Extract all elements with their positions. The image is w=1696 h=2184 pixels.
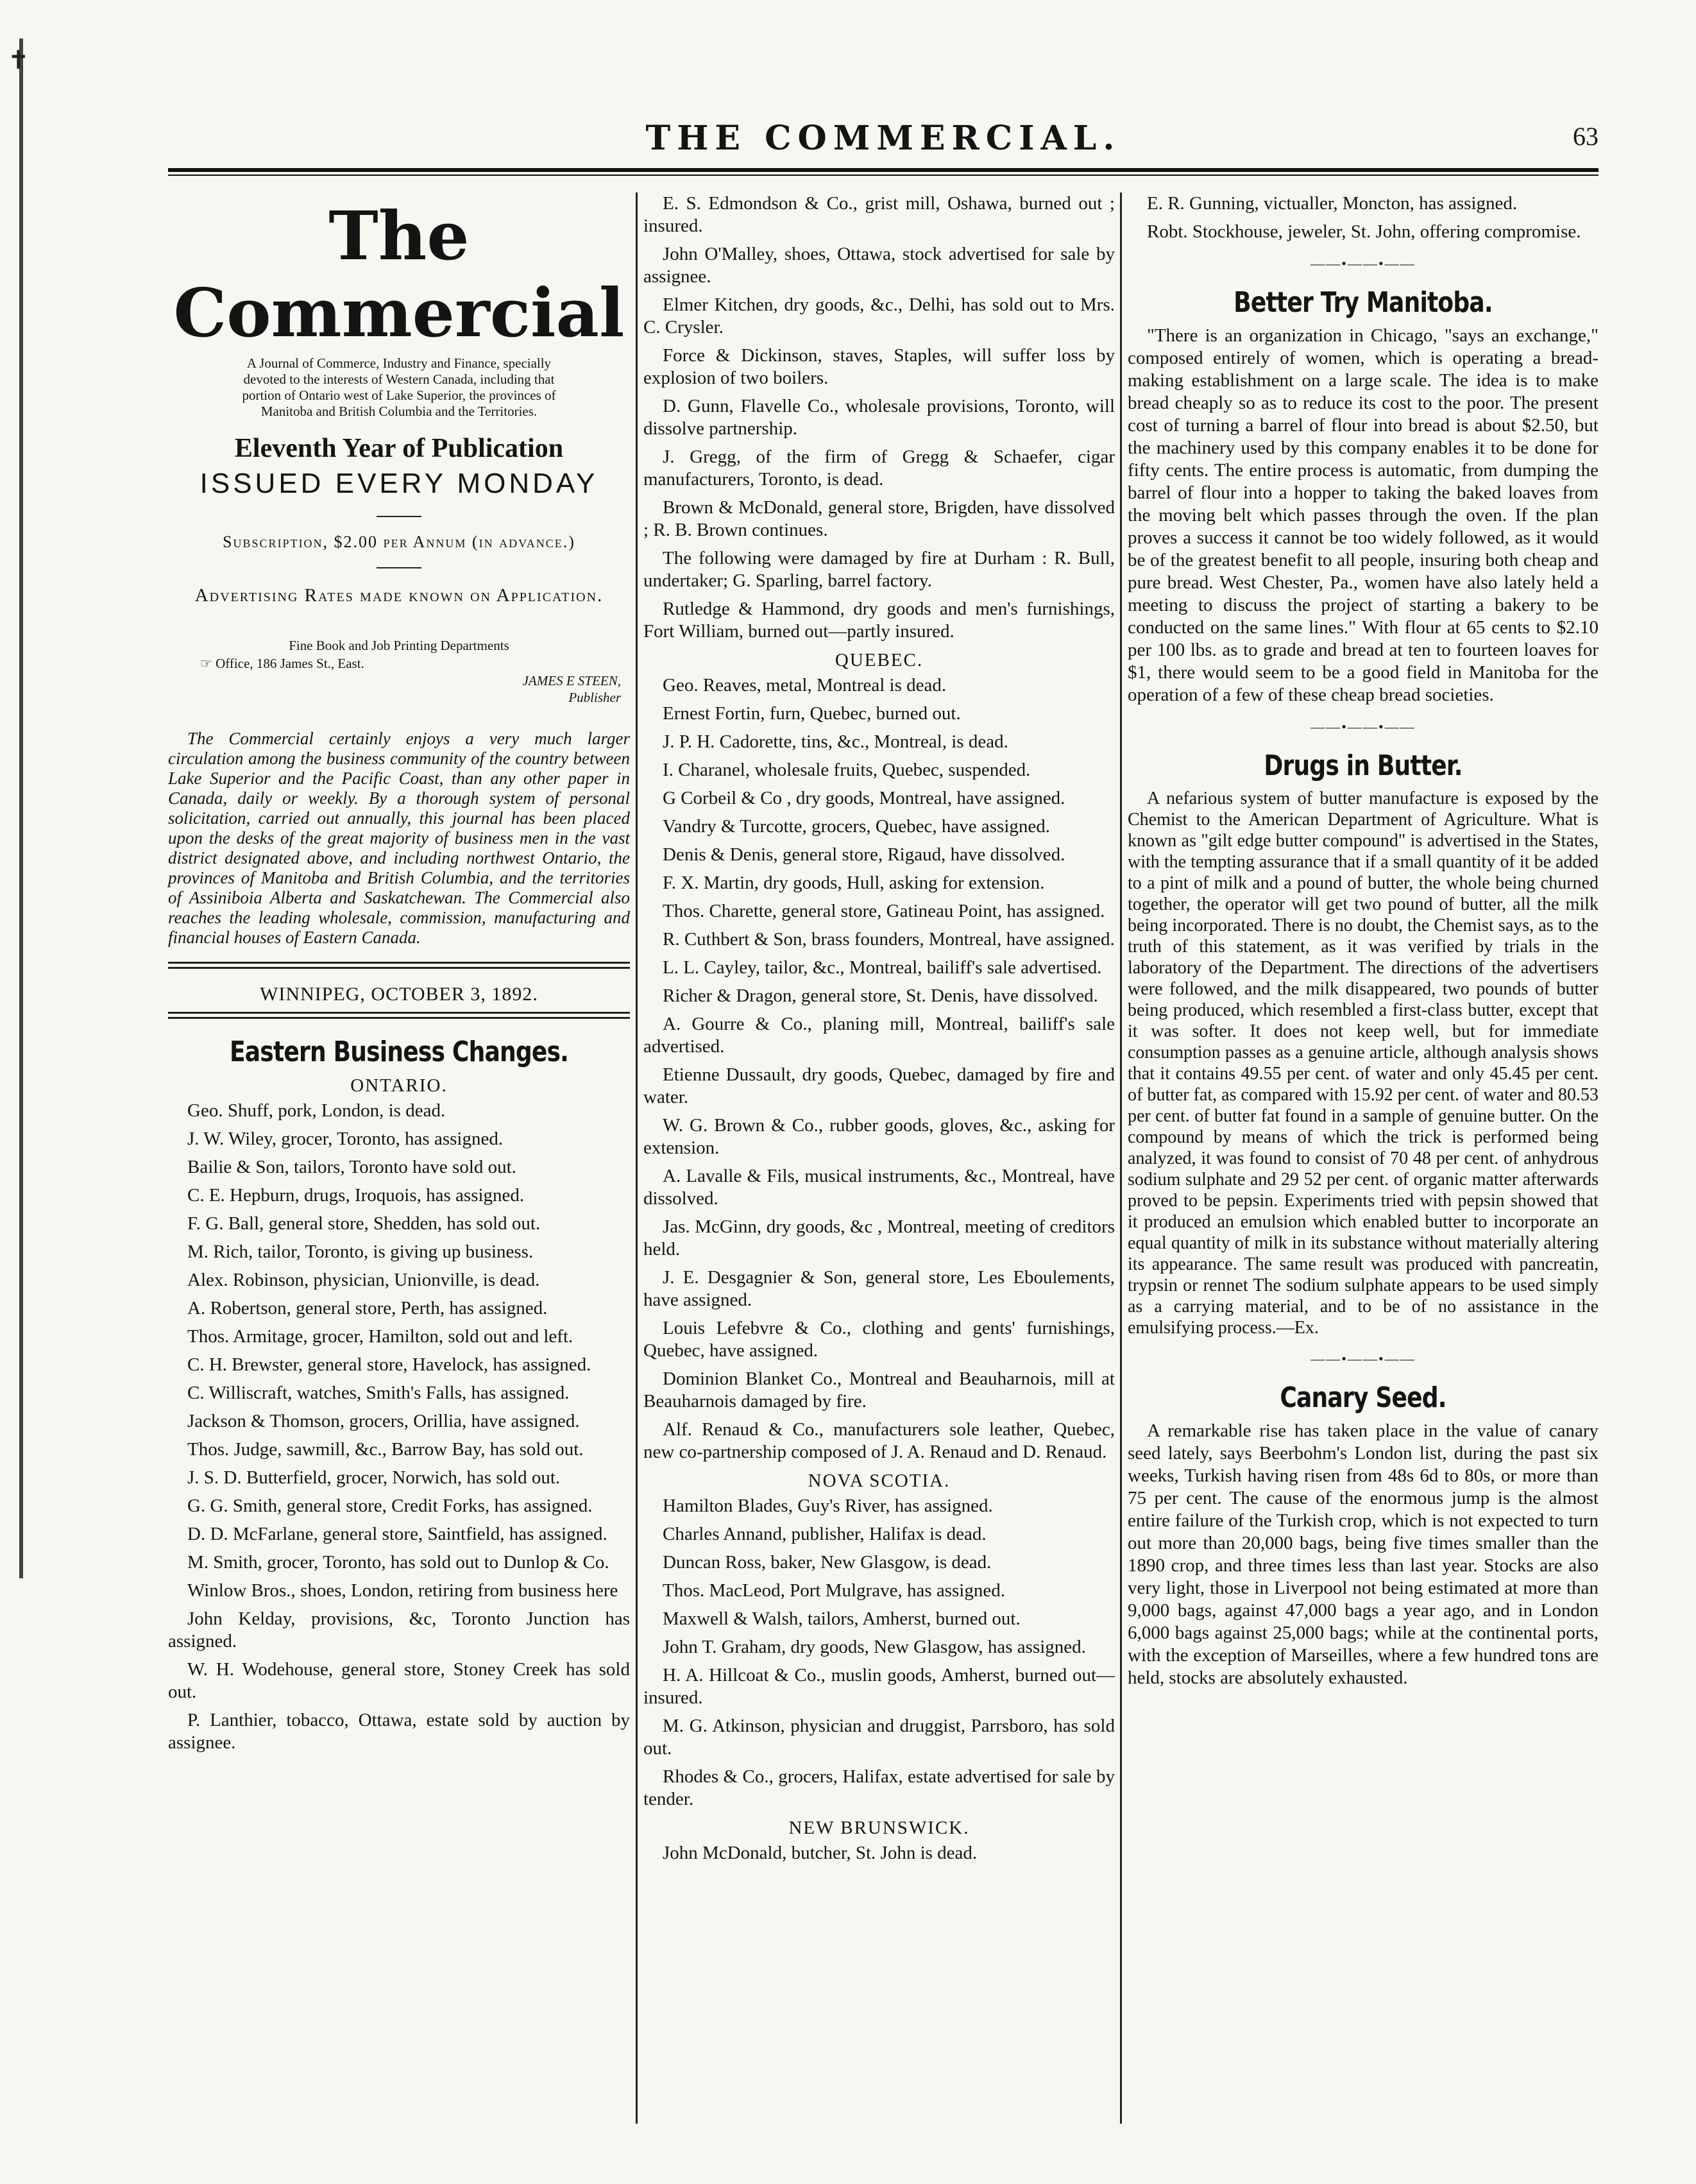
business-notice: Alf. Renaud & Co., manufacturers sole leather, Quebec, new co-partnership composed of J. A. Renaud and D. Renaud. bbox=[643, 1419, 1115, 1462]
province-label-ontario: ONTARIO. bbox=[350, 1075, 448, 1096]
business-notice: J. P. H. Cadorette, tins, &c., Montreal, is dead. bbox=[663, 731, 1008, 752]
business-notice: Rutledge & Hammond, dry goods and men's furnishings, Fort William, burned out—partly insured. bbox=[643, 599, 1115, 642]
business-notice: L. L. Cayley, tailor, &c., Montreal, bailiff's sale advertised. bbox=[663, 957, 1102, 978]
business-notice: Thos. MacLeod, Port Mulgrave, has assigned. bbox=[663, 1580, 1005, 1601]
nova-scotia-list bbox=[643, 1495, 1115, 1811]
business-notice: P. Lanthier, tobacco, Ottawa, estate sold by auction by assignee. bbox=[168, 1710, 630, 1753]
business-notice: J. W. Wiley, grocer, Toronto, has assigned. bbox=[187, 1129, 504, 1149]
business-notice: Force & Dickinson, staves, Staples, will suffer loss by explosion of two boilers. bbox=[643, 345, 1115, 388]
business-notice: Elmer Kitchen, dry goods, &c., Delhi, has sold out to Mrs. C. Crysler. bbox=[643, 294, 1115, 337]
business-notice: W. H. Wodehouse, general store, Stoney Creek has sold out. bbox=[168, 1659, 630, 1702]
business-notice: Charles Annand, publisher, Halifax is dead. bbox=[663, 1524, 987, 1544]
divider bbox=[377, 567, 421, 568]
circulation-promo: The Commercial certainly enjoys a very much larger circulation among the business community of the country between Lake Superior and the Pacific Coast, than any other paper in Canada, daily or weekly. By a thorough system of personal solicitation, carried out annually, this journal has been placed upon the desks of the great majority of business men in the vast district designated above, and including northwest Ontario, the provinces of Manitoba and British Columbia, and the territories of Assiniboia Alberta and Saskatchewan. The Commercial also reaches the leading wholesale, commission, manufacturing and financial houses of Eastern Canada. bbox=[168, 729, 630, 947]
business-notice: Duncan Ross, baker, New Glasgow, is dead. bbox=[663, 1552, 992, 1573]
business-notice: A. Gourre & Co., planing mill, Montreal, bailiff's sale advertised. bbox=[643, 1014, 1115, 1057]
ontario-continued-list bbox=[643, 192, 1115, 643]
business-notice: H. A. Hillcoat & Co., muslin goods, Amherst, burned out—insured. bbox=[643, 1665, 1115, 1708]
province-label-new-brunswick: NEW BRUNSWICK. bbox=[788, 1818, 970, 1838]
business-notice: Brown & McDonald, general store, Brigden, have dissolved ; R. B. Brown continues. bbox=[643, 497, 1115, 540]
publication-year: Eleventh Year of Publication bbox=[234, 434, 564, 463]
column-rule bbox=[636, 192, 638, 2124]
business-notice: Rhodes & Co., grocers, Halifax, estate advertised for sale by tender. bbox=[643, 1766, 1115, 1809]
quebec-list bbox=[643, 674, 1115, 1463]
issued-line: ISSUED EVERY MONDAY bbox=[199, 468, 598, 499]
column-left bbox=[168, 192, 630, 1760]
business-notice: Alex. Robinson, physician, Unionville, is dead. bbox=[187, 1270, 540, 1290]
running-title: THE COMMERCIAL. bbox=[645, 119, 1121, 158]
double-rule bbox=[168, 962, 630, 969]
section-heading-canary: Canary Seed. bbox=[1280, 1381, 1446, 1414]
article-body-butter: A nefarious system of butter manufacture is exposed by the Chemist to the American Department of Agriculture. What is known as "gilt edge butter compound" is advertised in the States, with the tempting assurance that if a small quantity of it be added to a pint of milk and a pound of butter, the whole being churned together, the operator will get two pound of butter, all the milk being incorporated. There is no doubt, the Chemist says, as to the truth of this statement, as it was verified by trials in the laboratory of the Department. The directions of the advertisers were followed, and the milk disappeared, two pounds of butter being produced, which resembled a first-class butter, except that it was softer. It does not keep well, but for immediate consumption passes as a genuine article, although analysis shows that it contains 49.55 per cent. of water and only 45.45 per cent. of butter fat, as compared with 15.92 per cent. of water and 80.53 per cent. of butter fat found in a sample of genuine butter. On the compound by means of which the trick is performed being analyzed, it was found to consist of 70 48 per cent. of anhydrous sodium sulphate and 29 52 per cent. of organic matter afterwards proved to be pepsin. Experiments tried with pepsin showed that it produced an emulsion which enabled butter to incorporate an equal quantity of milk in its substance without materially altering its appearance. The same result was produced with pancreatin, trypsin or rennet The sodium sulphate appears to be used simply as a carrying material, and to be of no assistance in the emulsifying process.—Ex. bbox=[1128, 789, 1598, 1338]
business-notice: Thos. Judge, sawmill, &c., Barrow Bay, has sold out. bbox=[187, 1439, 584, 1460]
advertising-line: Advertising Rates made known on Application. bbox=[194, 585, 604, 606]
business-notice: Geo. Shuff, pork, London, is dead. bbox=[187, 1100, 446, 1121]
business-notice: D. D. McFarlane, general store, Saintfield, has assigned. bbox=[187, 1524, 607, 1544]
printing-departments: Fine Book and Job Printing Departments bbox=[289, 638, 509, 653]
business-notice: J. S. D. Butterfield, grocer, Norwich, has sold out. bbox=[187, 1467, 561, 1488]
business-notice: M. G. Atkinson, physician and druggist, Parrsboro, has sold out. bbox=[643, 1716, 1115, 1759]
business-notice: Jas. McGinn, dry goods, &c , Montreal, meeting of creditors held. bbox=[643, 1216, 1115, 1259]
business-notice: R. Cuthbert & Son, brass founders, Montreal, have assigned. bbox=[663, 929, 1115, 950]
province-label-nova-scotia: NOVA SCOTIA. bbox=[808, 1471, 951, 1491]
new-brunswick-continued-list bbox=[1128, 192, 1598, 243]
business-notice: F. G. Ball, general store, Shedden, has sold out. bbox=[187, 1213, 541, 1234]
business-notice: C. H. Brewster, general store, Havelock, has assigned. bbox=[187, 1354, 591, 1375]
business-notice: F. X. Martin, dry goods, Hull, asking for extension. bbox=[663, 873, 1045, 893]
business-notice: Maxwell & Walsh, tailors, Amherst, burned out. bbox=[663, 1608, 1021, 1629]
section-heading-manitoba: Better Try Manitoba. bbox=[1234, 286, 1493, 319]
office-address-text: Office, 186 James St., East. bbox=[216, 656, 364, 671]
column-rule bbox=[1120, 192, 1122, 2124]
margin-binding-rule bbox=[19, 38, 23, 1578]
business-notice: J. E. Desgagnier & Son, general store, Les Eboulements, have assigned. bbox=[643, 1267, 1115, 1310]
business-notice: I. Charanel, wholesale fruits, Quebec, suspended. bbox=[663, 760, 1031, 780]
business-notice: John Kelday, provisions, &c, Toronto Junction has assigned. bbox=[168, 1608, 630, 1651]
business-notice: Jackson & Thomson, grocers, Orillia, have assigned. bbox=[187, 1411, 580, 1431]
publisher-name: JAMES E STEEN, bbox=[522, 673, 621, 688]
business-notice: Richer & Dragon, general store, St. Denis, have dissolved. bbox=[663, 985, 1098, 1006]
business-notice: Etienne Dussault, dry goods, Quebec, damaged by fire and water. bbox=[643, 1064, 1115, 1107]
business-notice: A. Robertson, general store, Perth, has assigned. bbox=[187, 1298, 548, 1318]
dateline: WINNIPEG, OCTOBER 3, 1892. bbox=[260, 984, 538, 1005]
business-notice: C. E. Hepburn, drugs, Iroquois, has assigned. bbox=[187, 1185, 525, 1206]
article-body-canary: A remarkable rise has taken place in the value of canary seed lately, says Beerbohm's London list, during the past six weeks, Turkish having risen from 48s 6d to 80s, or more than 75 per cent. The cause of the enormous jump is the almost entire failure of the Turkish crop, which is not expected to turn out more than 20,000 bags, being five times smaller than the 1890 crop, and three times less than last year. Stocks are also very light, those in Liverpool not being estimated at more than 9,000 bags, against 47,000 bags a year ago, and in London 6,000 bags against 25,000 bags; while at the continental ports, with the exception of Marseilles, where a few hundred tons are held, stocks are absolutely exhausted. bbox=[1128, 1420, 1598, 1688]
page-number: 63 bbox=[1573, 122, 1598, 151]
business-notice: Hamilton Blades, Guy's River, has assigned. bbox=[663, 1496, 993, 1516]
publisher-title: Publisher bbox=[568, 690, 621, 705]
head-rule bbox=[168, 168, 1598, 176]
business-notice: J. Gregg, of the firm of Gregg & Schaefer, cigar manufacturers, Toronto, is dead. bbox=[643, 447, 1115, 490]
subscription-line: Subscription, $2.00 per Annum (in advance.) bbox=[223, 533, 575, 551]
business-notice: Louis Lefebvre & Co., clothing and gents' furnishings, Quebec, have assigned. bbox=[643, 1318, 1115, 1361]
business-notice: A. Lavalle & Fils, musical instruments, &c., Montreal, have dissolved. bbox=[643, 1166, 1115, 1209]
business-notice: Thos. Armitage, grocer, Hamilton, sold out and left. bbox=[187, 1326, 573, 1347]
business-notice: John O'Malley, shoes, Ottawa, stock advertised for sale by assignee. bbox=[643, 244, 1115, 287]
business-notice: Dominion Blanket Co., Montreal and Beauharnois, mill at Beauharnois damaged by fire. bbox=[643, 1369, 1115, 1412]
business-notice: D. Gunn, Flavelle Co., wholesale provisions, Toronto, will dissolve partnership. bbox=[643, 396, 1115, 439]
ornament-divider: ——•——•—— bbox=[1310, 255, 1416, 271]
masthead-tagline: A Journal of Commerce, Industry and Finance, specially devoted to the interests of Western Canada, including that portion of Ontario west of Lake Superior, the provinces of Manitoba and British Columbia and the Territories. bbox=[242, 355, 556, 419]
masthead-title: The Commercial bbox=[173, 196, 625, 352]
section-heading-eastern: Eastern Business Changes. bbox=[229, 1036, 569, 1068]
business-notice: Vandry & Turcotte, grocers, Quebec, have assigned. bbox=[663, 816, 1051, 837]
business-notice: M. Smith, grocer, Toronto, has sold out to Dunlop & Co. bbox=[187, 1552, 609, 1573]
running-head bbox=[168, 119, 1598, 164]
ornament-divider: ——•——•—— bbox=[1310, 719, 1416, 735]
business-notice: Ernest Fortin, furn, Quebec, burned out. bbox=[663, 703, 961, 724]
business-notice: Winlow Bros., shoes, London, retiring from business here bbox=[187, 1580, 618, 1601]
ornament-divider: ——•——•—— bbox=[1310, 1351, 1416, 1367]
new-brunswick-list bbox=[643, 1842, 1115, 1864]
business-notice: Robt. Stockhouse, jeweler, St. John, offering compromise. bbox=[1147, 221, 1581, 242]
business-notice: M. Rich, tailor, Toronto, is giving up business. bbox=[187, 1241, 534, 1262]
article-body-manitoba: "There is an organization in Chicago, "says an exchange," composed entirely of women, which is operating a bread-making establishment on a large scale. The idea is to make bread cheaply so as to reduce its cost to the poor. The present cost of turning a barrel of flour into bread is about $2.50, but the machinery used by this company enables it to be done for fifty cents. The entire process is automatic, from dumping the barrel of flour into a hopper to taking the baked loaves from the moving belt which passes through the oven. If the plan proves a success it cannot be too widely followed, as it would be of the greatest benefit to all people, insuring both cheap and pure bread. West Chester, Pa., women have also lately held a meeting to discuss the project of starting a bakery to be conducted on the same lines." With flour at 65 cents to $2.10 per 100 lbs. as to grade and bread at ten to fourteen loaves for $1, there would seem to be a good field in Manitoba for the operation of a few of these cheap bread societies. bbox=[1128, 325, 1598, 705]
divider bbox=[377, 516, 421, 517]
business-notice: G. G. Smith, general store, Credit Forks, has assigned. bbox=[187, 1496, 593, 1516]
margin-pin-mark: ✝ bbox=[8, 46, 30, 74]
pointing-hand-icon: ☞ bbox=[200, 656, 212, 671]
business-notice: John McDonald, butcher, St. John is dead. bbox=[663, 1843, 978, 1863]
business-notice: W. G. Brown & Co., rubber goods, gloves, &c., asking for extension. bbox=[643, 1115, 1115, 1158]
business-notice: G Corbeil & Co , dry goods, Montreal, have assigned. bbox=[663, 788, 1065, 808]
business-notice: The following were damaged by fire at Durham : R. Bull, undertaker; G. Sparling, barrel factory. bbox=[643, 548, 1115, 591]
business-notice: John T. Graham, dry goods, New Glasgow, has assigned. bbox=[663, 1637, 1086, 1657]
business-notice: Geo. Reaves, metal, Montreal is dead. bbox=[663, 675, 947, 695]
section-heading-butter: Drugs in Butter. bbox=[1264, 749, 1463, 782]
business-notice: Bailie & Son, tailors, Toronto have sold out. bbox=[187, 1157, 516, 1177]
double-rule bbox=[168, 1012, 630, 1019]
business-notice: Denis & Denis, general store, Rigaud, have dissolved. bbox=[663, 844, 1065, 865]
ontario-list bbox=[168, 1100, 630, 1754]
business-notice: E. R. Gunning, victualler, Moncton, has assigned. bbox=[1147, 193, 1518, 214]
province-label-quebec: QUEBEC. bbox=[835, 650, 924, 670]
column-right bbox=[1128, 192, 1598, 1689]
business-notice: C. Williscraft, watches, Smith's Falls, has assigned. bbox=[187, 1383, 570, 1403]
business-notice: Thos. Charette, general store, Gatineau Point, has assigned. bbox=[663, 901, 1105, 921]
office-address bbox=[168, 654, 630, 672]
business-notice: E. S. Edmondson & Co., grist mill, Oshawa, burned out ; insured. bbox=[643, 193, 1115, 236]
column-middle bbox=[643, 192, 1115, 1870]
